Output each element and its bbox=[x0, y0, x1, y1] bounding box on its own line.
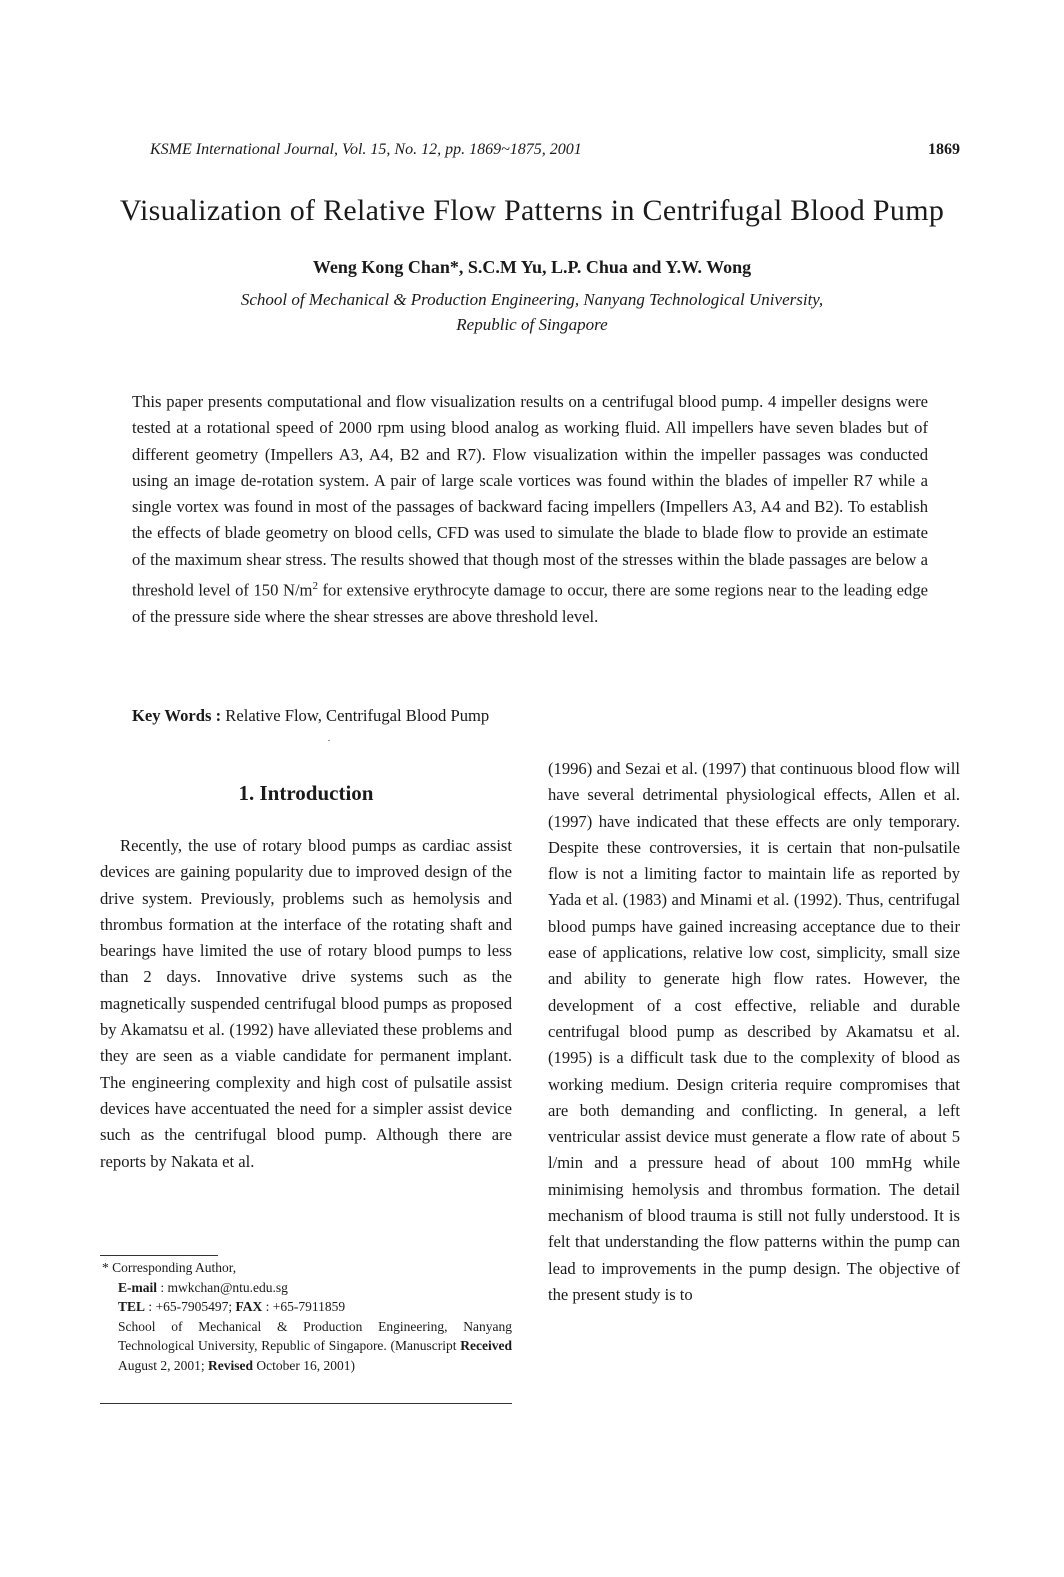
right-column bbox=[548, 756, 960, 1308]
affiliation-line-1: School of Mechanical & Production Engineering, Nanyang Technological University, bbox=[240, 290, 824, 309]
revised-date: October 16, 2001) bbox=[253, 1357, 355, 1373]
footnote-address bbox=[100, 1317, 512, 1376]
tel-value: : +65-7905497; bbox=[145, 1299, 236, 1314]
abstract-body-end: for extensive erythrocyte damage to occur, there are some regions near to the leading edge of the pressure side where the shear stresses are above threshold level. bbox=[132, 580, 928, 626]
keywords-text: Relative Flow, Centrifugal Blood Pump bbox=[221, 706, 490, 725]
author-list: Weng Kong Chan*, S.C.M Yu, L.P. Chua and Y.W. Wong bbox=[312, 257, 752, 277]
received-label: Received bbox=[460, 1338, 512, 1353]
email-value: : mwkchan@ntu.edu.sg bbox=[157, 1279, 288, 1295]
footnote-phone bbox=[100, 1297, 512, 1317]
keywords bbox=[132, 706, 489, 726]
footnote bbox=[100, 1258, 512, 1375]
journal-header: KSME International Journal, Vol. 15, No. 12, pp. 1869~1875, 2001 bbox=[150, 141, 582, 158]
abstract-text bbox=[132, 389, 928, 630]
fax-value: : +65-7911859 bbox=[262, 1299, 346, 1314]
footnote-bottom-rule bbox=[100, 1403, 512, 1404]
affiliation bbox=[0, 287, 1064, 337]
page-number: 1869 bbox=[928, 141, 960, 158]
tel-label: TEL bbox=[118, 1299, 146, 1314]
scan-speck bbox=[328, 740, 330, 741]
right-column-text: (1996) and Sezai et al. (1997) that continuous blood flow will have several detrimental physiological effects, Allen et al. (1997) have indicated that these effects are only temporary. Despite these controversies, it is certain that non-pulsatile flow is not a limiting factor to maintain life as reported by Yada et al. (1983) and Minami et al. (1992). Thus, centrifugal blood pumps have gained increasing acceptance due to their ease of applications, relative low cost, simplicity, small size and ability to generate high flow rates. However, the development of a cost effective, reliable and durable centrifugal blood pump as described by Akamatsu et al. (1995) is a difficult task due to the complexity of blood as working medium. Design criteria require compromises that are both demanding and conflicting. In general, a left ventricular assist device must generate a flow rate of about 5 l/min and a pressure head of about 100 mmHg while minimising hemolysis and thrombus formation. The detail mechanism of blood trauma is still not fully understood. It is felt that understanding the flow patterns within the pump can lead to improvements in the pump design. The objective of the present study is to bbox=[548, 759, 960, 1304]
revised-label: Revised bbox=[208, 1357, 254, 1373]
left-column-text: Recently, the use of rotary blood pumps as cardiac assist devices are gaining popularity due to improved design of the drive system. Previously, problems such as hemolysis and thrombus formation at the interface of the rotating shaft and bearings have limited the use of rotary blood pumps to less than 2 days. Innovative drive systems such as the magnetically suspended centrifugal blood pumps as proposed by Akamatsu et al. (1992) have alleviated these problems and they are seen as a viable candidate for permanent implant. The engineering complexity and high cost of pulsatile assist devices have accentuated the need for a simpler assist device such as the centrifugal blood pump. Although there are reports by Nakata et al. bbox=[100, 836, 512, 1171]
abstract-body: This paper presents computational and flow visualization results on a centrifugal blood pump. 4 impeller designs were tested at a rotational speed of 2000 rpm using blood analog as working fluid. All impellers have seven blades but of different geometry (Impellers A3, A4, B2 and R7). Flow visualization within the impeller passages was conducted using an image de-rotation system. A pair of large scale vortices was found within the blades of impeller R7 while a single vortex was found in most of the passages of backward facing impellers (Impellers A3, A4 and B2). To establish the effects of blade geometry on blood cells, CFD was used to simulate the blade to blade flow to provide an estimate of the maximum shear stress. The results showed that though most of the stresses within the blade passages are below a threshold level of 150 N/m bbox=[132, 392, 928, 600]
keywords-label: Key Words : bbox=[132, 706, 222, 725]
left-column bbox=[100, 833, 512, 1175]
fax-label: FAX bbox=[235, 1299, 263, 1314]
footnote-email bbox=[100, 1278, 512, 1298]
footnote-rule bbox=[100, 1255, 218, 1256]
footnote-corresponding: * Corresponding Author, bbox=[102, 1260, 237, 1275]
received-date: August 2, 2001; bbox=[118, 1357, 209, 1373]
address-text: School of Mechanical & Production Engineering, Nanyang Technological University, Republic of Singapore. (Manuscript bbox=[118, 1318, 512, 1353]
unit-superscript: 2 bbox=[312, 580, 318, 593]
email-label: E-mail bbox=[118, 1279, 157, 1295]
section-heading: 1. Introduction bbox=[238, 781, 374, 805]
abstract bbox=[132, 389, 928, 630]
affiliation-line-2: Republic of Singapore bbox=[456, 315, 608, 334]
paper-title: Visualization of Relative Flow Patterns in Centrifugal Blood Pump bbox=[119, 194, 945, 227]
